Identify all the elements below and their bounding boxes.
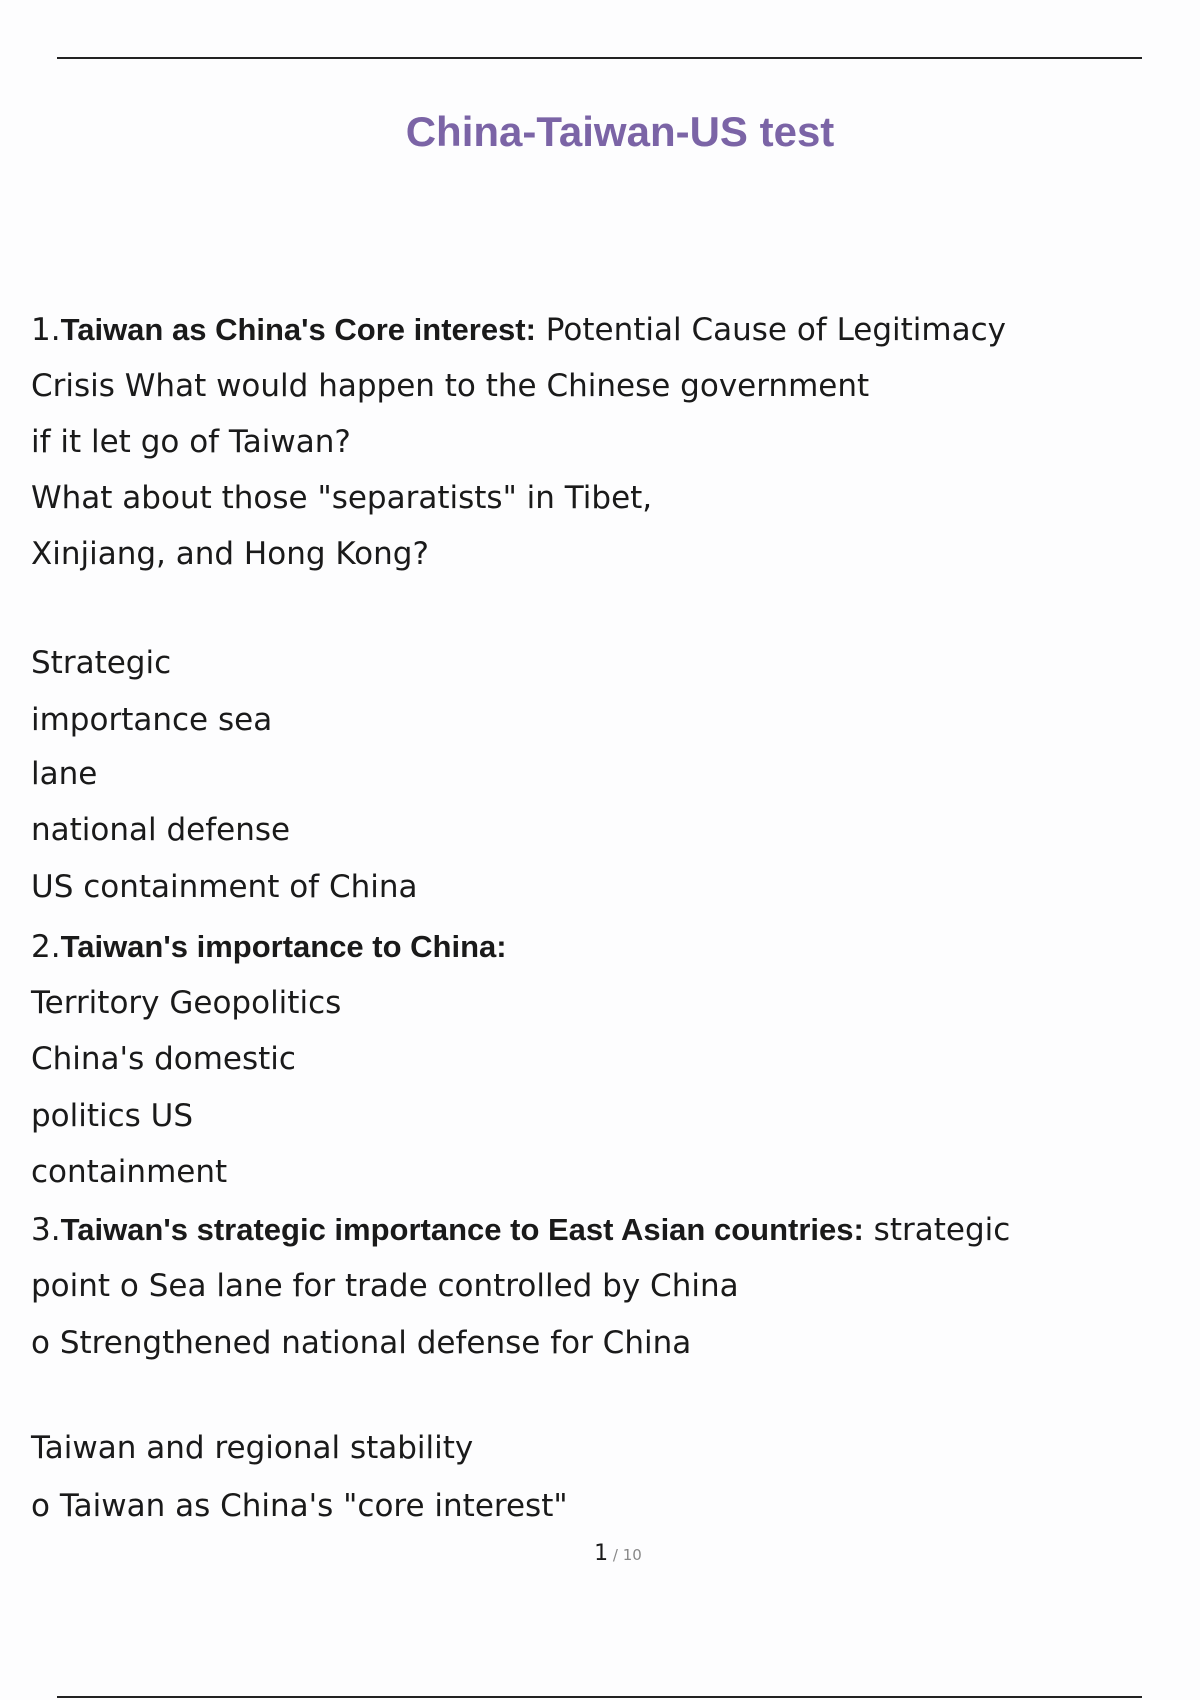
body-line: Crisis What would happen to the Chinese government [31,368,870,404]
section-heading: Taiwan's strategic importance to East Asian countries: [60,1212,864,1247]
body-line: national defense [31,812,291,848]
total-pages: / 10 [608,1546,642,1564]
section-heading-continuation: strategic [863,1212,1011,1248]
section-heading-continuation: Potential Cause of Legitimacy [535,312,1007,348]
body-line: o Taiwan as China's "core interest" [31,1488,568,1524]
bottom-rule [57,1696,1142,1698]
current-page-number: 1 [594,1541,609,1566]
body-line: politics US [31,1098,194,1134]
body-line: if it let go of Taiwan? [31,424,351,460]
section-heading: Taiwan's importance to China: [60,929,507,964]
section-1-heading-line [31,310,1006,350]
section-2-heading-line [31,927,507,967]
section-number: 2. [31,929,61,965]
body-line: containment [31,1154,228,1190]
body-line: Strategic [31,645,172,681]
section-number: 1. [31,312,61,348]
body-line: Territory Geopolitics [31,985,342,1021]
section-3-heading-line [31,1210,1010,1250]
section-number: 3. [31,1212,61,1248]
body-line: Taiwan and regional stability [31,1430,474,1466]
document-title: China-Taiwan-US test [405,108,835,155]
body-line: lane [31,756,98,792]
body-line: US containment of China [31,869,418,905]
body-line: Xinjiang, and Hong Kong? [31,536,429,572]
body-line: o Strengthened national defense for China [31,1325,692,1361]
body-line: importance sea [31,702,273,738]
body-line: What about those "separatists" in Tibet, [31,480,653,516]
section-heading: Taiwan as China's Core interest: [60,312,536,347]
body-line: point o Sea lane for trade controlled by China [31,1268,739,1304]
body-line: China's domestic [31,1041,296,1077]
top-rule [57,57,1142,59]
page-indicator [0,1541,1200,1566]
